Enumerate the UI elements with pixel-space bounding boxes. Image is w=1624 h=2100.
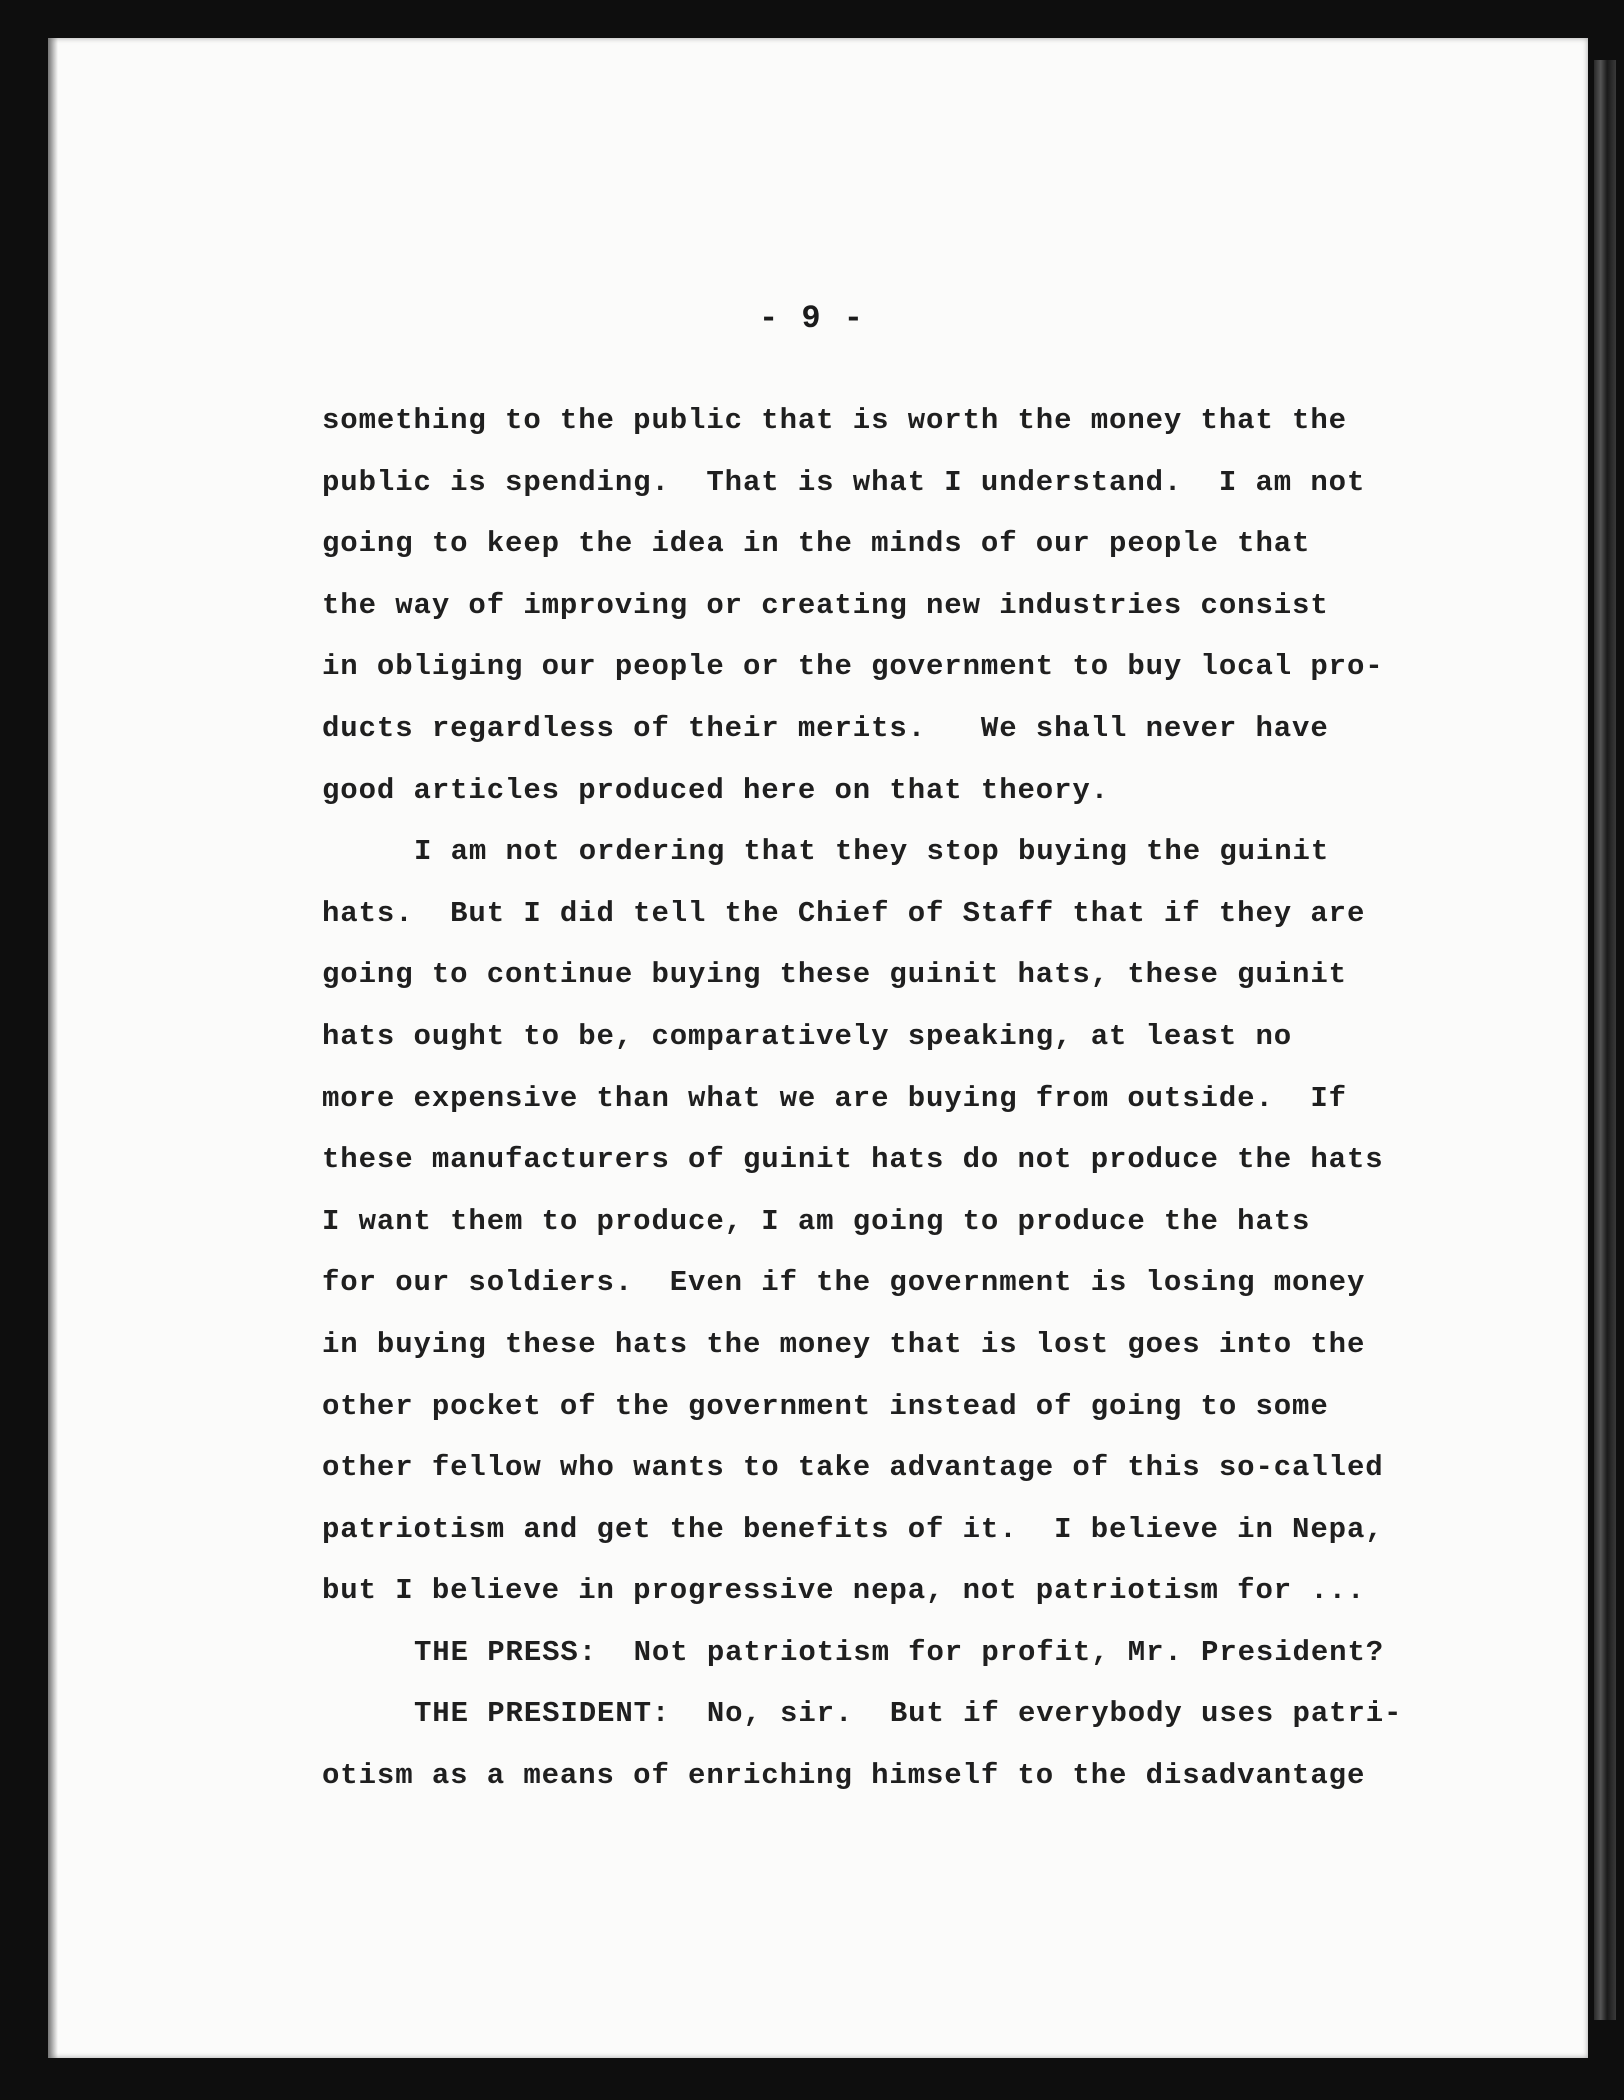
text-line: patriotism and get the benefits of it. I believe in Nepa, [322, 1512, 1384, 1546]
page-stack-edge [1594, 60, 1616, 2020]
text-line: public is spending. That is what I understand. I am not [322, 465, 1366, 499]
text-line: in buying these hats the money that is lost goes into the [322, 1327, 1366, 1361]
text-line: hats. But I did tell the Chief of Staff that if they are [322, 896, 1366, 930]
text-line: in obliging our people or the government to buy local pro- [322, 650, 1384, 684]
text-line: good articles produced here on that theory. [322, 773, 1110, 807]
text-line: I am not ordering that they stop buying the guinit [414, 835, 1330, 869]
text-line: the way of improving or creating new industries consist [322, 588, 1329, 622]
text-line: THE PRESIDENT: No, sir. But if everybody uses patri- [414, 1697, 1403, 1731]
page-left-shadow [48, 38, 58, 2058]
text-line: hats ought to be, comparatively speaking, at least no [322, 1019, 1293, 1053]
text-line: THE PRESS: Not patriotism for profit, Mr. President? [414, 1635, 1385, 1669]
text-line: going to continue buying these guinit hats, these guinit [322, 958, 1347, 992]
document-body [322, 390, 1442, 1807]
text-line: but I believe in progressive nepa, not patriotism for ... [322, 1574, 1366, 1608]
text-line: other pocket of the government instead of going to some [322, 1389, 1329, 1423]
text-line: more expensive than what we are buying from outside. If [322, 1081, 1347, 1115]
text-line: for our soldiers. Even if the government is losing money [322, 1266, 1366, 1300]
text-line: going to keep the idea in the minds of our people that [322, 527, 1311, 561]
page-number: - 9 - [758, 300, 865, 337]
text-line: I want them to produce, I am going to produce the hats [322, 1204, 1311, 1238]
text-line: otism as a means of enriching himself to the disadvantage [322, 1759, 1366, 1793]
text-line: ducts regardless of their merits. We shall never have [322, 711, 1329, 745]
text-line: something to the public that is worth the money that the [322, 404, 1347, 437]
text-line: these manufacturers of guinit hats do not produce the hats [322, 1143, 1384, 1177]
text-line: other fellow who wants to take advantage of this so-called [322, 1451, 1384, 1485]
